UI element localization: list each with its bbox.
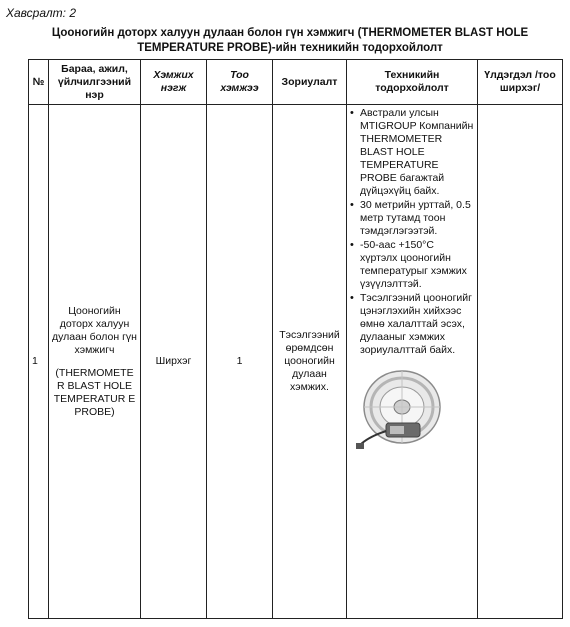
probe-reel-image — [356, 365, 452, 453]
header-unit: Хэмжих нэгж — [141, 60, 207, 105]
qty-cell: 1 — [207, 105, 273, 619]
item-name-en: (THERMOMETE R BLAST HOLE TEMPERATUR E PROBE) — [53, 366, 136, 418]
delivery-cell — [478, 105, 563, 619]
item-name-cell — [49, 105, 141, 619]
item-name-mn: Цооногийн доторх халуун дулаан болон гүн хэмжигч — [52, 304, 137, 356]
spec-item: • Тэсэлгээний цооногийг цэнэглэхийн хийхээс өмнө халалттай эсэх, дулааныг хэмжих зориулалттай байх. — [350, 292, 474, 357]
document-title: Цооногийн доторх халуун дулаан болон гүн хэмжигч (THERMOMETER BLAST HOLE TEMPERATURE PROBE)-ийн техникийн тодорхойлолт — [51, 27, 529, 54]
header-purpose: Зориулалт — [273, 60, 347, 105]
header-spec: Техникийн тодорхойлолт — [347, 60, 478, 105]
spec-item: • -50-аас +150°C хүртэлх цооногийн температурыг хэмжих үзүүлэлттэй. — [350, 239, 474, 291]
spec-list — [350, 107, 474, 357]
purpose-cell — [273, 105, 347, 619]
spec-table — [28, 59, 563, 619]
header-delivery: Үлдэгдэл /тоо ширхэг/ — [478, 60, 563, 105]
header-name: Бараа, ажил, үйлчилгээний нэр — [49, 60, 141, 105]
spec-item: • 30 метрийн урттай, 0.5 метр тутамд тоон тэмдэглэгээтэй. — [350, 199, 474, 238]
header-row — [29, 60, 563, 105]
unit-cell: Ширхэг — [141, 105, 207, 619]
header-no: № — [29, 60, 49, 105]
spec-item: • Австрали улсын MTIGROUP Компанийн THERMOMETER BLAST HOLE TEMPERATURE PROBE багажтай дүйцэхүйц байх. — [350, 107, 474, 198]
purpose-text: Тэсэлгээний өрөмдсөн цооногийн дулаан хэмжих. — [279, 329, 340, 393]
row-number: 1 — [29, 105, 49, 619]
spec-cell — [347, 105, 478, 619]
annex-label: Хавсралт: 2 — [6, 6, 76, 20]
header-qty: Тоо хэмжээ — [207, 60, 273, 105]
table-row — [29, 105, 563, 619]
